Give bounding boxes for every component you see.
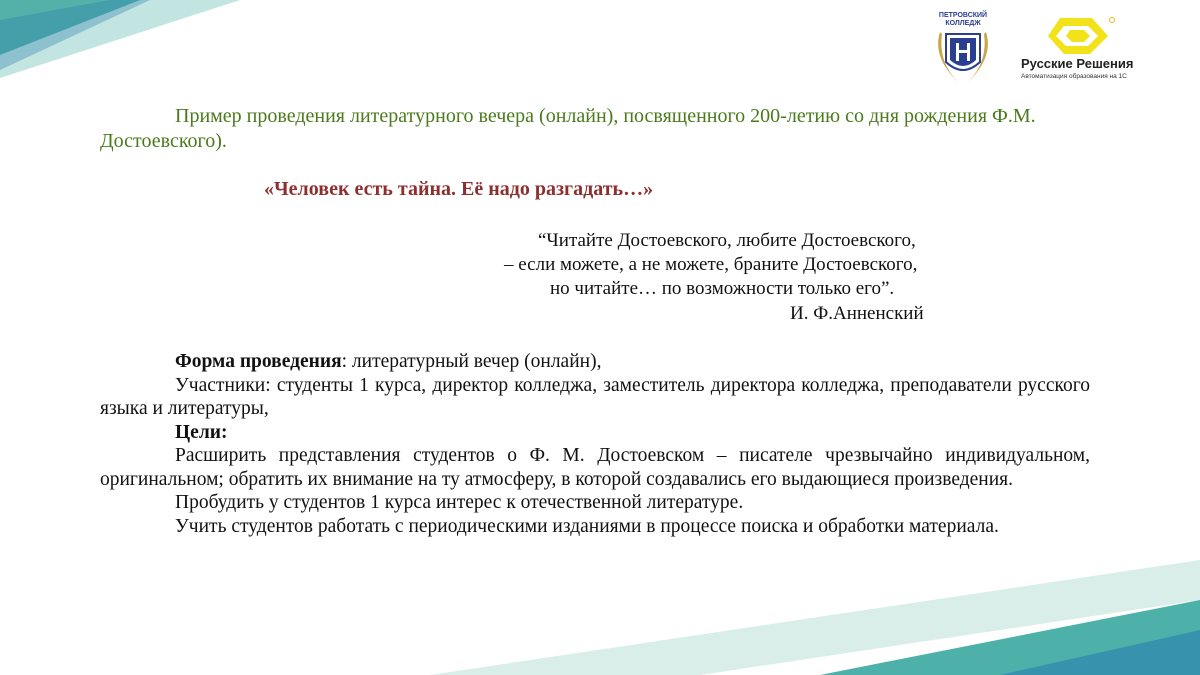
- partner-brand-name: Русские Решения: [1021, 56, 1134, 71]
- goal-paragraph: Пробудить у студентов 1 курса интерес к отечественной литературе.: [175, 492, 744, 513]
- page-heading: Пример проведения литературного вечера (онлайн), посвященного 200-летию со дня рождения Ф.М. Достоевского).: [100, 105, 1036, 152]
- goals-heading: [100, 421, 1090, 445]
- form-paragraph: [100, 350, 1090, 374]
- participants-paragraph: Участники: студенты 1 курса, директор колледжа, заместитель директора колледжа, преподаватели русского языка и литературы,: [100, 374, 1090, 419]
- page-subtitle: «Человек есть тайна. Её надо разгадать…»: [264, 178, 654, 200]
- goal-paragraph: Расширить представления студентов о Ф. М. Достоевском – писателе чрезвычайно индивидуальном, оригинальном; обратить их внимание на ту атмосферу, в которой создавались его выдающиеся произведения.: [100, 445, 1090, 490]
- goal-paragraph: Учить студентов работать с периодическими изданиями в процессе поиска и обработки материала.: [175, 515, 999, 537]
- epigraph-line: но читайте… по возможности только его”.: [550, 278, 895, 299]
- form-text: : литературный вечер (онлайн),: [341, 351, 602, 372]
- epigraph-line: “Читайте Достоевского, любите Достоевского,: [538, 230, 916, 251]
- epigraph-line: – если можете, а не можете, браните Достоевского,: [504, 254, 918, 275]
- partner-tagline: Автоматизация образования на 1С: [1021, 73, 1127, 80]
- event-description: [100, 350, 1090, 538]
- form-label: Форма проведения: [175, 351, 342, 372]
- epigraph-author: И. Ф.Анненский: [790, 303, 924, 324]
- goals-label: Цели:: [175, 421, 228, 443]
- college-logo-caption: ПЕТРОВСКИЙ КОЛЛЕДЖ: [938, 12, 988, 27]
